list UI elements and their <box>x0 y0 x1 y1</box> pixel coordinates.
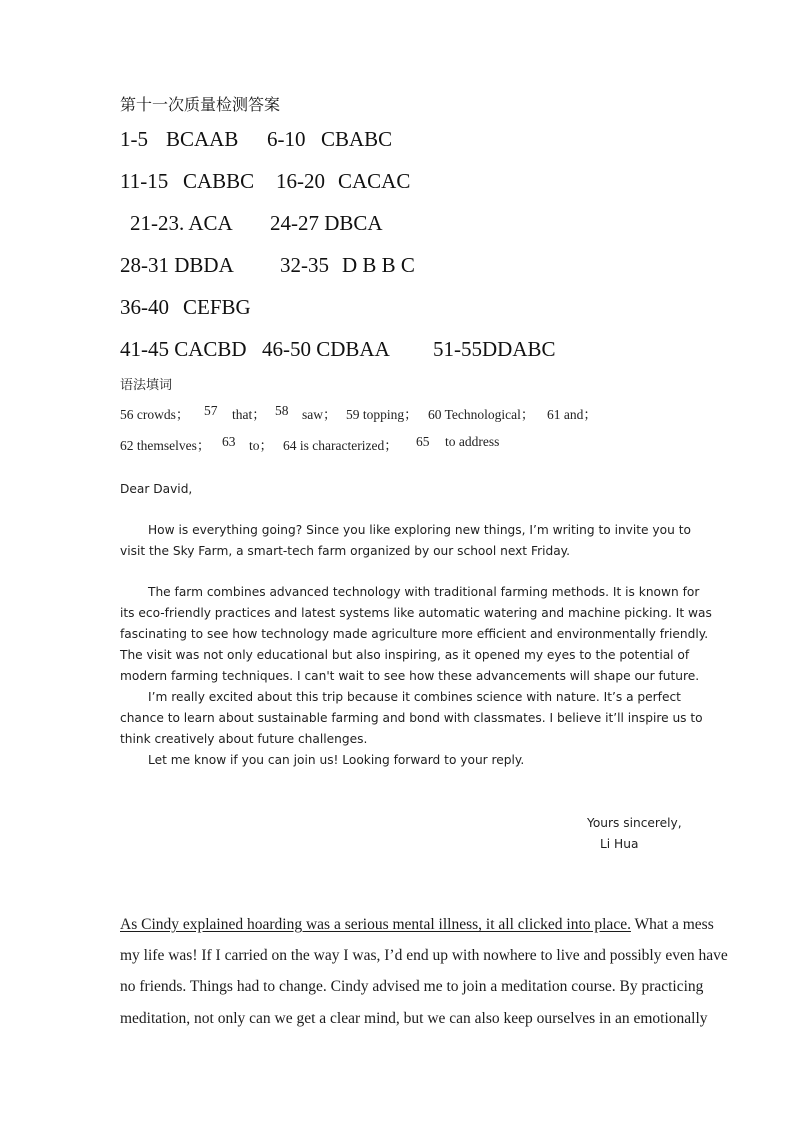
letter-line: modern farming techniques. I can't wait to see how these advancements will shape our future. <box>120 669 700 683</box>
grammar-answer-65: to address <box>445 434 500 449</box>
continuation-line: no friends. Things had to change. Cindy advised me to join a meditation course. By practicing <box>120 978 704 995</box>
grammar-item-60: 60 Technological； <box>428 407 535 422</box>
grammar-answer-63: to； <box>249 438 274 453</box>
continuation-first-line <box>120 916 714 934</box>
answer-letters-36-40: CEFBG <box>183 295 251 319</box>
grammar-item-62: 62 themselves； <box>120 438 211 453</box>
grammar-item-56: 56 crowds； <box>120 407 190 422</box>
answer-46-50: 46-50 CDBAA <box>262 337 390 361</box>
letter-line: The farm combines advanced technology with traditional farming methods. It is known for <box>148 585 700 599</box>
letter-line: its eco-friendly practices and latest systems like automatic watering and machine picking. It was <box>120 606 712 620</box>
letter-line: Let me know if you can join us! Looking forward to your reply. <box>148 753 525 767</box>
letter-line: The visit was not only educational but also inspiring, as it opened my eyes to the potential of <box>120 648 690 662</box>
letter-line: fascinating to see how technology made agriculture more efficient and environmentally friendly. <box>120 627 709 641</box>
answer-range-16-20: 16-20 <box>276 169 325 193</box>
answer-letters-16-20: CACAC <box>338 169 411 193</box>
grammar-item-64: 64 is characterized； <box>283 438 398 453</box>
grammar-heading: 语法填词 <box>120 378 173 393</box>
grammar-answer-57: that； <box>232 407 266 422</box>
continuation-line: meditation, not only can we get a clear mind, but we can also keep ourselves in an emotionally <box>120 1010 708 1027</box>
page-title: 第十一次质量检测答案 <box>120 95 281 114</box>
grammar-number-65: 65 <box>416 434 430 449</box>
grammar-item-59: 59 topping； <box>346 407 418 422</box>
answer-letters-11-15: CABBC <box>183 169 255 193</box>
answer-range-1-5: 1-5 <box>120 127 148 151</box>
continuation-opening-sentence: As Cindy explained hoarding was a serious mental illness, it all clicked into place. <box>120 916 631 933</box>
grammar-answer-58: saw； <box>302 407 337 422</box>
letter-line: chance to learn about sustainable farming and bond with classmates. I believe it’ll inspire us to <box>120 711 703 725</box>
answer-51-55: 51-55DDABC <box>433 337 556 361</box>
answer-letters-32-35: D B B C <box>342 253 415 277</box>
continuation-first-line-rest: What a mess <box>630 916 714 933</box>
grammar-number-58: 58 <box>275 403 289 418</box>
answer-41-45: 41-45 CACBD <box>120 337 247 361</box>
answer-letters-1-5: BCAAB <box>166 127 239 151</box>
grammar-number-57: 57 <box>204 403 218 418</box>
letter-line: I’m really excited about this trip because it combines science with nature. It’s a perfect <box>148 690 681 704</box>
continuation-line: my life was! If I carried on the way I was, I’d end up with nowhere to live and possibly even have <box>120 947 728 964</box>
answer-range-11-15: 11-15 <box>120 169 169 193</box>
answer-letters-6-10: CBABC <box>321 127 393 151</box>
answer-range-6-10: 6-10 <box>267 127 306 151</box>
answer-24-27: 24-27 DBCA <box>270 211 383 235</box>
letter-greeting: Dear David, <box>120 482 193 496</box>
letter-line: think creatively about future challenges. <box>120 732 368 746</box>
answer-28-31: 28-31 DBDA <box>120 253 234 277</box>
answer-range-32-35: 32-35 <box>280 253 329 277</box>
answer-21-23: 21-23. ACA <box>130 211 233 235</box>
grammar-item-61: 61 and； <box>547 407 597 422</box>
letter-signature: Li Hua <box>600 837 639 851</box>
letter-line: visit the Sky Farm, a smart-tech farm organized by our school next Friday. <box>120 544 571 558</box>
grammar-number-63: 63 <box>222 434 236 449</box>
letter-line: How is everything going? Since you like exploring new things, I’m writing to invite you to <box>148 523 691 537</box>
letter-closing: Yours sincerely, <box>587 816 682 830</box>
answer-range-36-40: 36-40 <box>120 295 169 319</box>
